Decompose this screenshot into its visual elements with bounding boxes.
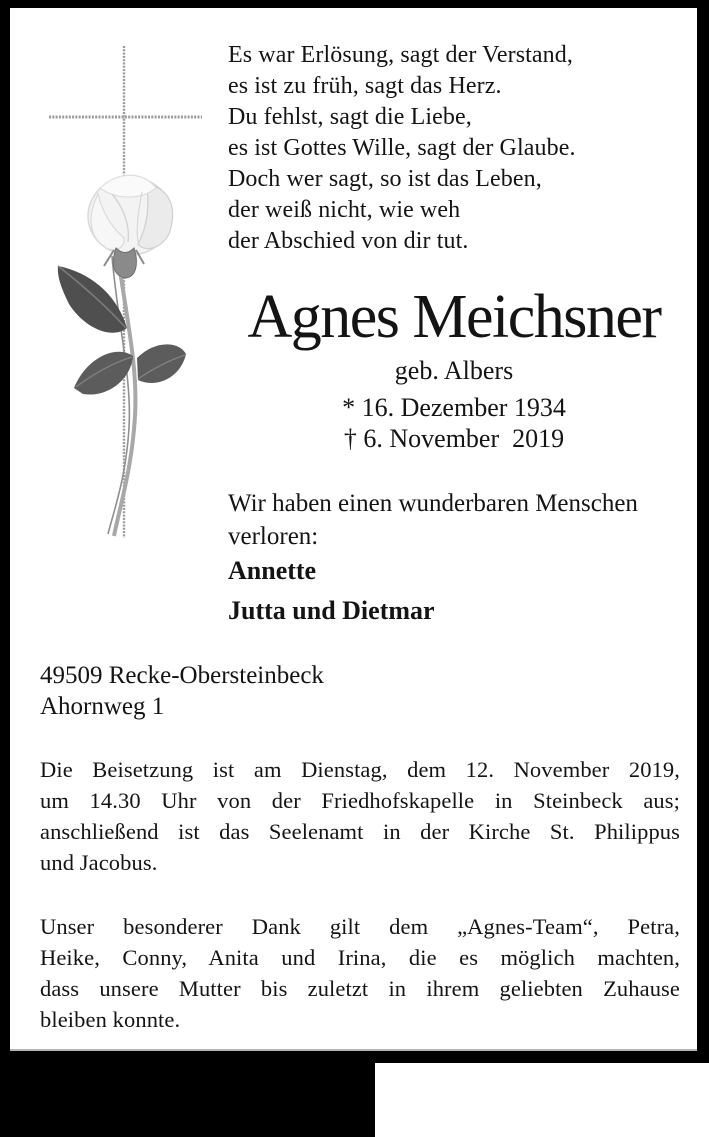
funeral-info-line: und Jacobus. <box>40 850 158 875</box>
poem <box>228 40 680 257</box>
rose-bloom-icon <box>88 175 173 278</box>
poem-line: der weiß nicht, wie weh <box>228 197 461 223</box>
scan-background-patch <box>375 1063 709 1137</box>
address-line: 49509 Recke-Obersteinbeck <box>40 662 324 689</box>
family-intro-line: verloren: <box>228 523 319 550</box>
funeral-info-line: Die Beisetzung ist am Dienstag, dem 12. November 2019, <box>40 757 680 782</box>
thanks-text-line: Unser besonderer Dank gilt dem „Agnes-Team“, Petra, <box>40 914 680 939</box>
mourner-name: Jutta und Dietmar <box>228 596 435 625</box>
poem-line: Du fehlst, sagt die Liebe, <box>228 104 472 130</box>
family-intro <box>228 487 684 553</box>
life-dates <box>228 392 680 454</box>
thanks-text-line: Heike, Conny, Anita und Irina, die es möglich machten, <box>40 945 680 970</box>
poem-line: es ist Gottes Wille, sagt der Glaube. <box>228 135 576 161</box>
poem-line: Es war Erlösung, sagt der Verstand, <box>228 42 573 68</box>
deceased-name: Agnes Meichsner <box>247 283 661 351</box>
funeral-info-line: anschließend ist das Seelenamt in der Kirche St. Philippus <box>40 819 680 844</box>
thanks-text-line: bleiben konnte. <box>40 1007 181 1032</box>
poem-line: der Abschied von dir tut. <box>228 228 469 254</box>
rose-stem <box>108 256 135 536</box>
maiden-name: geb. Albers <box>394 356 514 385</box>
death-date: † 6. November 2019 <box>343 424 565 453</box>
birth-date: * 16. Dezember 1934 <box>342 393 566 422</box>
mourner-name: Annette <box>228 556 317 585</box>
address-line: Ahornweg 1 <box>40 693 165 720</box>
funeral-info <box>40 754 680 878</box>
thanks-text-line: dass unsere Mutter bis zuletzt in ihrem geliebten Zuhause <box>40 976 680 1001</box>
address <box>40 660 680 722</box>
funeral-info-line: um 14.30 Uhr von der Friedhofskapelle in Steinbeck aus; <box>40 788 680 813</box>
poem-line: es ist zu früh, sagt das Herz. <box>228 73 502 99</box>
family-intro-line: Wir haben einen wunderbaren Menschen <box>228 490 638 517</box>
rose-and-cross-image <box>46 36 206 544</box>
obituary-card <box>10 8 697 1051</box>
thanks-text <box>40 911 680 1035</box>
poem-line: Doch wer sagt, so ist das Leben, <box>228 166 542 192</box>
